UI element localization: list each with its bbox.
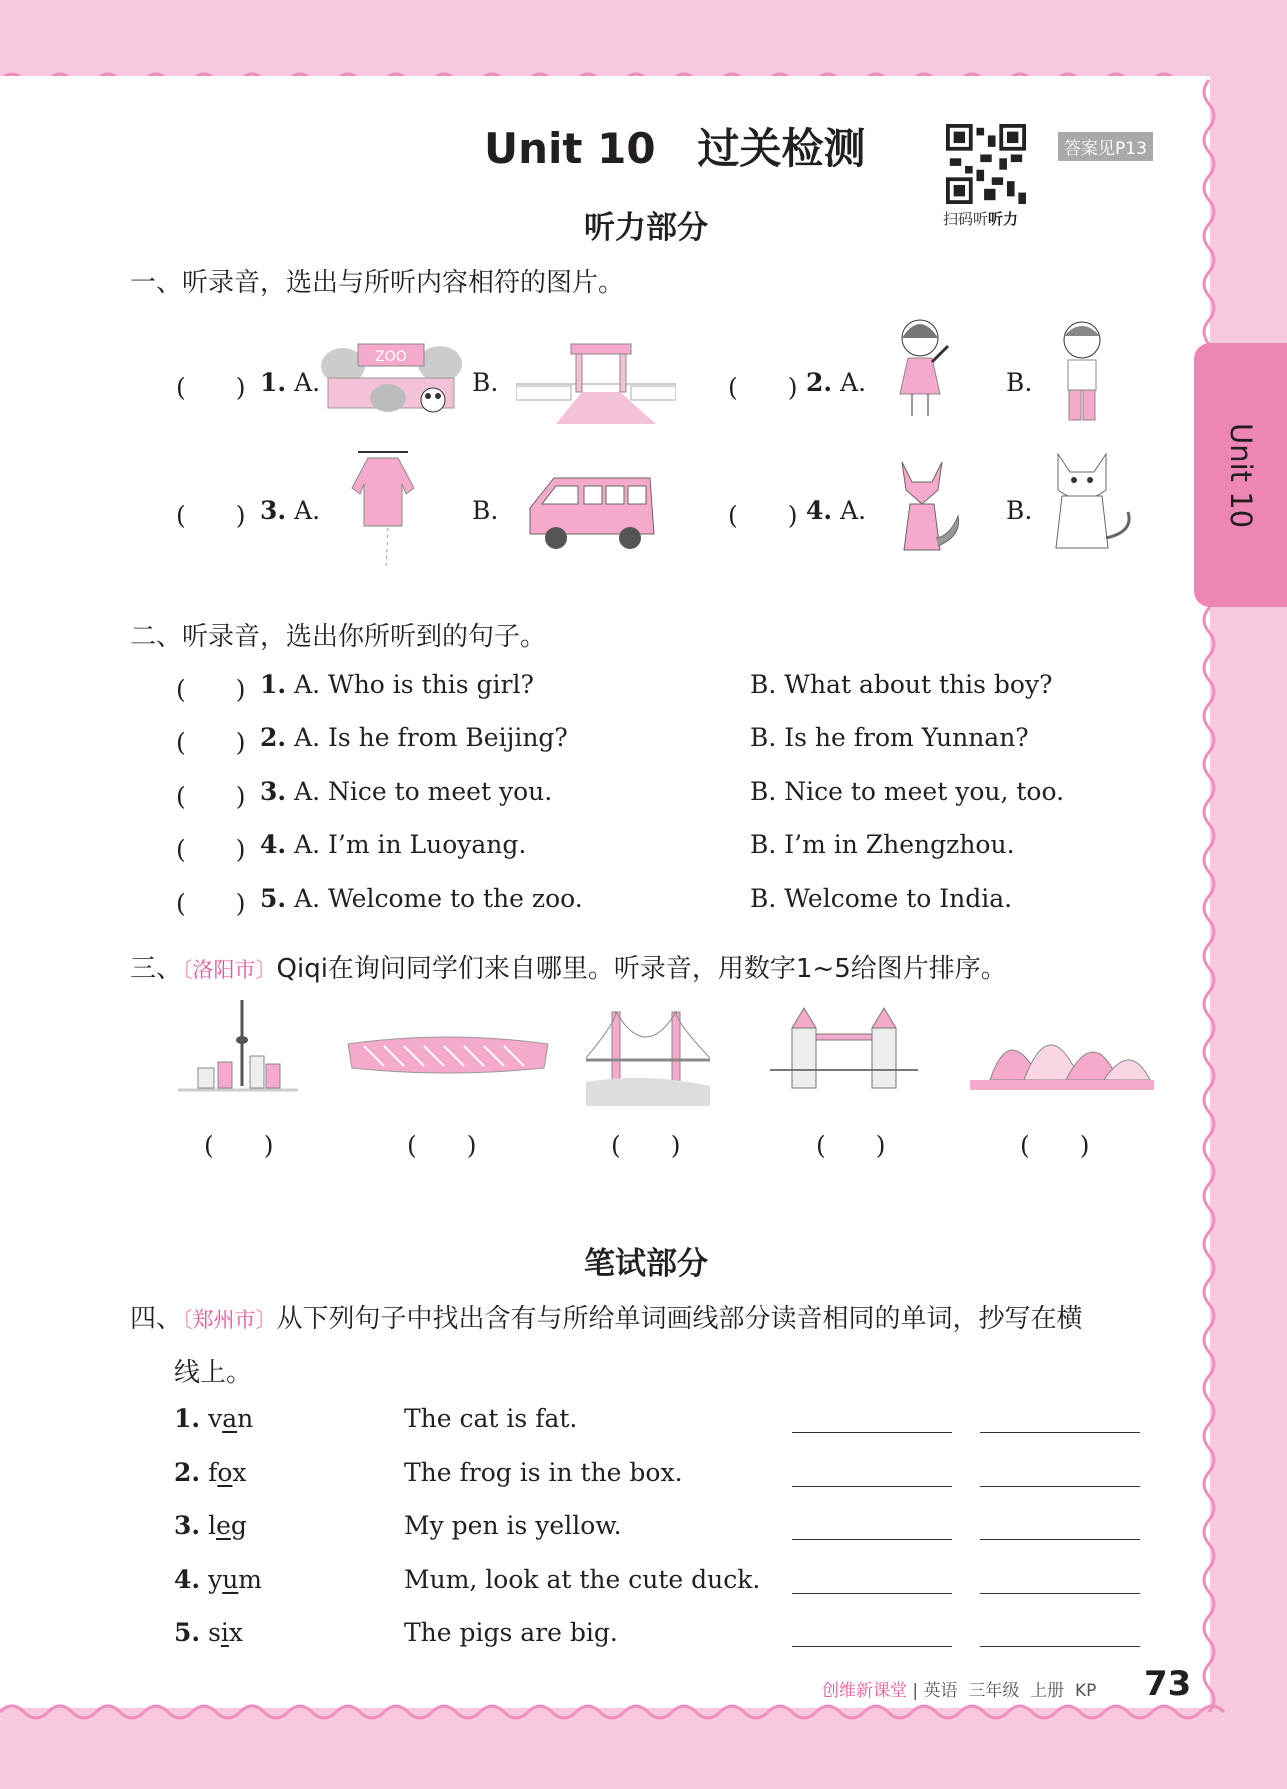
p4-q5-word-end: x — [228, 1618, 244, 1647]
p2-q4-option-a: A. I’m in Luoyang. — [294, 830, 527, 859]
listening-section-title: 听力部分 — [584, 210, 708, 246]
page-number: 73 — [1144, 1664, 1192, 1704]
p4-q4-word-underlined: u — [222, 1565, 239, 1594]
p4-q3-word-start: l — [208, 1511, 217, 1540]
part3-instruction: Qiqi在询问同学们来自哪里。听录音，用数字1~5给图片排序。 — [276, 954, 1007, 984]
sweater-picture[interactable] — [348, 448, 418, 578]
p2-q1-option-b: B. What about this boy? — [750, 670, 1053, 699]
footer-brand: 创维新课堂 — [822, 1681, 907, 1701]
p4-q4-word-end: m — [238, 1565, 263, 1594]
p4-q2-word-underlined: o — [217, 1458, 233, 1487]
p2-q3-number: 3. — [260, 777, 287, 806]
p4-q5-number: 5. — [174, 1618, 201, 1647]
p4-q1-word-start: v — [208, 1404, 223, 1433]
answer-line[interactable] — [980, 1593, 1140, 1594]
qr-code-icon[interactable] — [946, 124, 1026, 204]
p2-q3-option-a: A. Nice to meet you. — [294, 777, 553, 806]
order-bracket[interactable]: ( ) — [611, 1131, 681, 1160]
p4-q2-word-start: f — [208, 1458, 218, 1487]
part1-instruction: 一、听录音，选出与所听内容相符的图片。 — [130, 268, 625, 298]
part2-instruction: 二、听录音，选出你所听到的句子。 — [130, 622, 547, 652]
answer-line[interactable] — [792, 1432, 952, 1433]
answer-bracket[interactable]: ( ) — [176, 373, 246, 402]
answer-bracket[interactable]: ( ) — [728, 501, 798, 530]
p4-q1-word-underlined: a — [222, 1404, 238, 1433]
p4-q4-word-start: y — [208, 1565, 223, 1594]
p4-q5-sentence: The pigs are big. — [404, 1618, 618, 1647]
side-tab-label: Unit 10 — [1224, 423, 1258, 529]
tower-bridge-picture[interactable] — [770, 1004, 918, 1100]
p4-q3-word-underlined: e — [216, 1511, 231, 1540]
p2-q1-number: 1. — [260, 670, 287, 699]
answer-reference-badge: 答案见P13 — [1058, 132, 1153, 161]
p4-q4-word — [208, 1565, 262, 1594]
zoo-sign-text: ZOO — [375, 349, 407, 365]
answer-line[interactable] — [792, 1539, 952, 1540]
p4-q5-word — [208, 1618, 243, 1647]
page-title: Unit 10 过关检测 — [484, 124, 866, 173]
part4-prefix: 四、 — [130, 1304, 183, 1334]
answer-line[interactable] — [980, 1432, 1140, 1433]
unit-side-tab[interactable] — [1194, 343, 1287, 607]
sydney-opera-house-picture[interactable] — [970, 1010, 1154, 1094]
part4-instruction: 从下列句子中找出含有与所给单词画线部分读音相同的单词，抄写在横 — [276, 1304, 1083, 1334]
part3-instruction-line — [130, 948, 1007, 985]
p4-q1-word — [208, 1404, 253, 1433]
footer-grade: 三年级 — [968, 1681, 1020, 1701]
p2-q4-option-b: B. I’m in Zhengzhou. — [750, 830, 1015, 859]
p4-q2-sentence: The frog is in the box. — [404, 1458, 683, 1487]
writing-section-title: 笔试部分 — [584, 1246, 708, 1282]
footer-info — [822, 1676, 1096, 1701]
part3-region-tag: 〔洛阳市〕 — [182, 958, 277, 982]
dog-picture[interactable] — [1046, 450, 1136, 554]
p4-q1-word-end: n — [237, 1404, 254, 1433]
p2-q3-option-b: B. Nice to meet you, too. — [750, 777, 1065, 806]
p4-q3-number: 3. — [174, 1511, 201, 1540]
p4-q3-word — [208, 1511, 247, 1540]
order-bracket[interactable]: ( ) — [1020, 1131, 1090, 1160]
p4-q4-number: 4. — [174, 1565, 201, 1594]
answer-bracket[interactable]: ( ) — [176, 675, 246, 704]
footer-separator: | — [912, 1681, 919, 1701]
answer-bracket[interactable]: ( ) — [176, 782, 246, 811]
bottom-wave-border — [0, 1700, 1287, 1789]
p1-q4-option-b: B. — [1006, 496, 1033, 525]
part4-instruction-line1 — [130, 1298, 1083, 1335]
p4-q2-word-end: x — [232, 1458, 247, 1487]
footer-subject: 英语 — [923, 1681, 958, 1701]
p2-q2-option-b: B. Is he from Yunnan? — [750, 723, 1029, 752]
p2-q1-option-a: A. Who is this girl? — [294, 670, 534, 699]
p4-q5-word-start: s — [208, 1618, 221, 1647]
van-picture[interactable] — [526, 464, 656, 554]
part3-prefix: 三、 — [130, 954, 183, 984]
p2-q5-option-b: B. Welcome to India. — [750, 884, 1013, 913]
answer-bracket[interactable]: ( ) — [176, 501, 246, 530]
p4-q2-word — [208, 1458, 246, 1487]
stadium-picture[interactable] — [344, 1034, 552, 1078]
order-bracket[interactable]: ( ) — [407, 1131, 477, 1160]
park-gate-picture[interactable] — [516, 334, 676, 424]
answer-line[interactable] — [980, 1646, 1140, 1647]
answer-bracket[interactable]: ( ) — [728, 373, 798, 402]
answer-bracket[interactable]: ( ) — [176, 889, 246, 918]
p1-q1-option-a: A. — [294, 368, 321, 397]
girl-picture[interactable] — [890, 316, 954, 426]
p1-q3-option-a: A. — [294, 496, 321, 525]
qr-caption-scan: 扫码听 — [943, 210, 989, 228]
part4-instruction-line2: 线上。 — [174, 1358, 253, 1388]
answer-line[interactable] — [792, 1593, 952, 1594]
p4-q2-number: 2. — [174, 1458, 201, 1487]
order-bracket[interactable]: ( ) — [204, 1131, 274, 1160]
city-tower-picture[interactable] — [178, 996, 298, 1100]
answer-bracket[interactable]: ( ) — [176, 728, 246, 757]
fox-picture[interactable] — [888, 456, 964, 556]
p2-q5-number: 5. — [260, 884, 287, 913]
answer-line[interactable] — [792, 1486, 952, 1487]
p1-q4-option-a: A. — [840, 496, 867, 525]
p1-q2-option-b: B. — [1006, 368, 1033, 397]
boy-picture[interactable] — [1050, 318, 1114, 428]
answer-bracket[interactable]: ( ) — [176, 835, 246, 864]
p1-q2-option-a: A. — [840, 368, 867, 397]
p4-q3-sentence: My pen is yellow. — [404, 1511, 622, 1540]
footer-volume: 上册 — [1030, 1681, 1065, 1701]
p4-q1-number: 1. — [174, 1404, 201, 1433]
p2-q4-number: 4. — [260, 830, 287, 859]
p1-q2-number: 2. — [806, 368, 833, 397]
p2-q2-option-a: A. Is he from Beijing? — [294, 723, 568, 752]
answer-line[interactable] — [980, 1539, 1140, 1540]
p4-q3-word-end: g — [230, 1511, 247, 1540]
answer-line[interactable] — [980, 1486, 1140, 1487]
right-wave-border — [1195, 0, 1287, 1789]
order-bracket[interactable]: ( ) — [816, 1131, 886, 1160]
answer-line[interactable] — [792, 1646, 952, 1647]
p2-q2-number: 2. — [260, 723, 287, 752]
p1-q3-option-b: B. — [472, 496, 499, 525]
p1-q1-number: 1. — [260, 368, 287, 397]
p1-q3-number: 3. — [260, 496, 287, 525]
qr-caption-listen: 听力 — [988, 210, 1019, 228]
part4-region-tag: 〔郑州市〕 — [182, 1308, 277, 1332]
p4-q4-sentence: Mum, look at the cute duck. — [404, 1565, 761, 1594]
p1-q4-number: 4. — [806, 496, 833, 525]
footer-edition: KP — [1074, 1681, 1097, 1701]
golden-gate-bridge-picture[interactable] — [586, 1002, 710, 1106]
p4-q1-sentence: The cat is fat. — [404, 1404, 578, 1433]
zoo-gate-picture[interactable] — [318, 338, 464, 422]
p4-q5-word-underlined: i — [220, 1618, 229, 1647]
p1-q1-option-b: B. — [472, 368, 499, 397]
p2-q5-option-a: A. Welcome to the zoo. — [294, 884, 583, 913]
